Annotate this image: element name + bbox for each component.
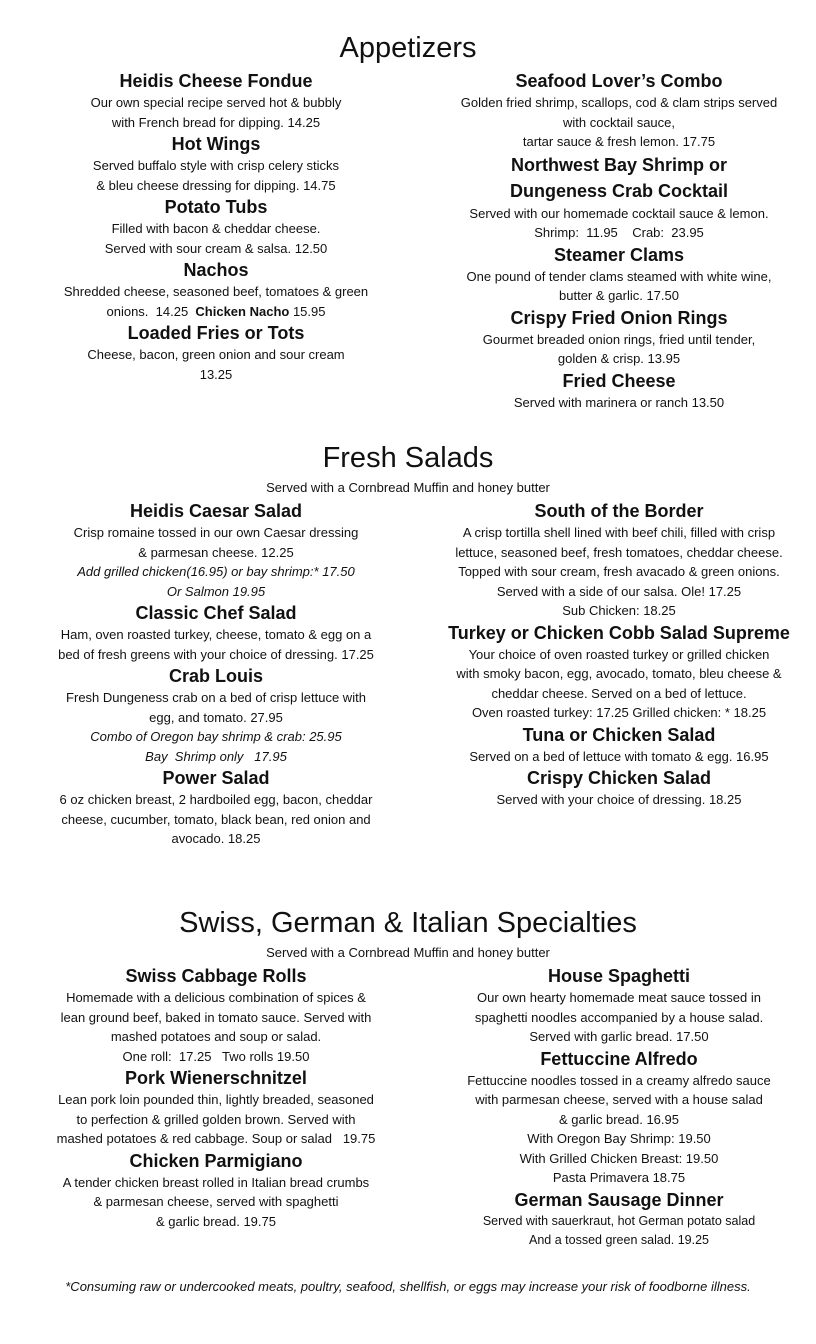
item-desc: Shredded cheese, seasoned beef, tomatoes & green <box>63 284 369 299</box>
item-desc: 6 oz chicken breast, 2 hardboiled egg, bacon, cheddar <box>59 792 373 807</box>
item-desc: Lean pork loin pounded thin, lightly breaded, seasoned <box>58 1092 374 1107</box>
menu-item <box>422 152 816 243</box>
item-desc: Served on a bed of lettuce with tomato & egg. 16.95 <box>469 748 769 764</box>
item-desc: Our own hearty homemade meat sauce tossed in <box>477 990 761 1005</box>
menu-item <box>30 1066 402 1149</box>
item-desc: Oven roasted turkey: 17.25 Grilled chicken: * 18.25 <box>471 705 767 720</box>
item-desc: butter & garlic. 17.50 <box>559 288 679 303</box>
item-desc: & parmesan cheese. 12.25 <box>138 544 294 560</box>
menu-item <box>30 601 402 664</box>
item-name-line2: Dungeness Crab Cocktail <box>509 180 729 201</box>
item-desc: avocado. 18.25 <box>171 831 261 846</box>
appetizers-left-column <box>30 69 402 384</box>
item-desc: Gourmet breaded onion rings, fried until tender, <box>482 331 756 347</box>
item-desc: Served with garlic bread. 17.50 <box>529 1029 709 1044</box>
item-desc: tartar sauce & fresh lemon. 17.75 <box>522 134 716 149</box>
item-desc: With Grilled Chicken Breast: 19.50 <box>519 1150 719 1166</box>
item-addon-text: Bay Shrimp only 17.95 <box>145 748 287 764</box>
item-desc: Pasta Primavera 18.75 <box>552 1170 686 1185</box>
appetizers-title: Appetizers <box>339 32 477 64</box>
menu-item <box>30 132 402 195</box>
item-name: Crab Louis <box>168 666 263 686</box>
item-desc: A crisp tortilla shell lined with beef chili, filled with crisp <box>462 525 776 540</box>
item-name: Northwest Bay Shrimp or <box>510 154 728 175</box>
item-desc: One pound of tender clams steamed with white wine, <box>466 268 772 284</box>
item-name: Heidis Caesar Salad <box>129 501 303 521</box>
item-desc: Filled with bacon & cheddar cheese. <box>111 221 321 236</box>
item-desc: Our own special recipe served hot & bubbly <box>90 95 342 110</box>
item-desc: Golden fried shrimp, scallops, cod & clam strips served <box>460 95 778 110</box>
item-name: Swiss Cabbage Rolls <box>125 966 307 986</box>
menu-item <box>30 664 402 766</box>
menu-item <box>422 1188 816 1250</box>
item-addon-text: Or Salmon 19.95 <box>166 583 266 599</box>
item-desc: A tender chicken breast rolled in Italian bread crumbs <box>62 1174 370 1190</box>
item-desc: mashed potatoes & red cabbage. Soup or salad 19.75 <box>56 1131 376 1146</box>
item-name: Potato Tubs <box>164 197 268 217</box>
menu-item <box>422 306 816 369</box>
item-name: Hot Wings <box>171 134 261 154</box>
specialties-subtitle: Served with a Cornbread Muffin and honey butter <box>266 945 550 960</box>
item-desc: Served with your choice of dressing. 18.25 <box>496 792 742 807</box>
item-desc: Cheese, bacon, green onion and sour cream <box>87 347 345 362</box>
item-desc: cheddar cheese. Served on a bed of lettuce. <box>491 685 747 701</box>
item-name: Crispy Chicken Salad <box>526 768 712 788</box>
item-desc: Served buffalo style with crisp celery sticks <box>92 158 340 173</box>
item-addon <box>30 727 402 747</box>
salads-left-column <box>30 499 402 849</box>
item-desc: lettuce, seasoned beef, fresh tomatoes, cheddar cheese. <box>455 544 783 560</box>
salads-right-column <box>422 499 816 810</box>
menu-item <box>30 499 402 601</box>
item-name: Power Salad <box>162 768 270 788</box>
menu-item <box>422 499 816 621</box>
item-desc: Served with our homemade cocktail sauce & lemon. <box>469 205 769 221</box>
item-name: Tuna or Chicken Salad <box>522 724 716 745</box>
item-desc: Topped with sour cream, fresh avacado & green onions. <box>458 564 780 579</box>
item-desc: And a tossed green salad. 19.25 <box>529 1232 709 1247</box>
item-desc: Fresh Dungeness crab on a bed of crisp lettuce with <box>66 690 366 705</box>
item-desc: with parmesan cheese, served with a house salad <box>475 1092 763 1107</box>
item-name: Nachos <box>183 260 249 280</box>
item-desc: Fettuccine noodles tossed in a creamy alfredo sauce <box>467 1072 771 1088</box>
item-desc: mashed potatoes and soup or salad. <box>110 1029 322 1044</box>
item-name: South of the Border <box>534 501 704 521</box>
item-desc: Homemade with a delicious combination of spices & <box>66 990 366 1005</box>
menu-item <box>30 964 402 1066</box>
item-name: Turkey or Chicken Cobb Salad Supreme <box>448 622 790 643</box>
menu-item <box>422 243 816 306</box>
menu-item <box>30 1149 402 1232</box>
item-desc: Served with sour cream & salsa. 12.50 <box>104 240 328 256</box>
item-variant-price: 15.95 <box>289 303 326 319</box>
menu-item <box>422 723 816 767</box>
salads-subtitle: Served with a Cornbread Muffin and honey butter <box>266 480 550 495</box>
item-desc: Crisp romaine tossed in our own Caesar dressing <box>73 525 359 540</box>
item-desc: Sub Chicken: 18.25 <box>562 603 676 618</box>
specialties-title: Swiss, German & Italian Specialties <box>179 907 637 939</box>
menu-item <box>422 964 816 1047</box>
item-desc: Shrimp: 11.95 Crab: 23.95 <box>534 225 704 240</box>
appetizers-right-column <box>422 69 816 412</box>
item-addon <box>30 562 402 582</box>
menu-item <box>422 1047 816 1188</box>
item-price-text: onions. 14.25 <box>106 303 196 319</box>
item-desc: with cocktail sauce, <box>563 114 675 130</box>
item-desc: 13.25 <box>199 366 233 382</box>
specialties-left-column <box>30 964 402 1231</box>
item-desc: Ham, oven roasted turkey, cheese, tomato & egg on a <box>60 627 372 642</box>
item-name: Crispy Fried Onion Rings <box>510 307 728 328</box>
item-addon <box>30 747 402 767</box>
menu-item <box>30 258 402 321</box>
menu-item <box>30 321 402 384</box>
item-desc: to perfection & grilled golden brown. Served with <box>76 1111 356 1127</box>
item-name: Loaded Fries or Tots <box>127 323 305 343</box>
item-desc <box>30 302 402 322</box>
item-desc: & parmesan cheese, served with spaghetti <box>93 1194 339 1209</box>
item-desc: & bleu cheese dressing for dipping. 14.75 <box>96 177 336 193</box>
item-name: German Sausage Dinner <box>514 1189 724 1210</box>
item-addon <box>30 582 402 602</box>
item-desc: lean ground beef, baked in tomato sauce. Served with <box>60 1009 372 1025</box>
item-addon-text: Add grilled chicken(16.95) or bay shrimp:* 17.50 <box>77 564 355 579</box>
item-desc: spaghetti noodles accompanied by a house salad. <box>474 1009 764 1025</box>
item-name: Seafood Lover’s Combo <box>515 71 723 91</box>
item-desc: Served with marinera or ranch 13.50 <box>513 394 725 410</box>
item-name: Heidis Cheese Fondue <box>119 71 313 91</box>
item-name: Steamer Clams <box>553 244 685 265</box>
menu-item <box>422 369 816 413</box>
item-variant-name: Chicken Nacho <box>195 303 290 319</box>
item-desc: with smoky bacon, egg, avocado, tomato, bleu cheese & <box>456 666 782 681</box>
item-desc: with French bread for dipping. 14.25 <box>111 114 321 130</box>
salads-title: Fresh Salads <box>322 442 494 474</box>
item-desc: Your choice of oven roasted turkey or grilled chicken <box>468 646 770 662</box>
specialties-right-column <box>422 964 816 1250</box>
item-desc: egg, and tomato. 27.95 <box>149 709 283 725</box>
menu-item <box>30 69 402 132</box>
item-desc: golden & crisp. 13.95 <box>557 351 681 366</box>
menu-item <box>422 766 816 810</box>
item-desc: cheese, cucumber, tomato, black bean, red onion and <box>61 811 371 827</box>
menu-item <box>422 621 816 723</box>
item-desc: bed of fresh greens with your choice of dressing. 17.25 <box>58 646 374 662</box>
menu-item <box>30 766 402 849</box>
menu-item <box>30 195 402 258</box>
item-desc: With Oregon Bay Shrimp: 19.50 <box>527 1131 711 1146</box>
item-addon-text: Combo of Oregon bay shrimp & crab: 25.95 <box>90 729 342 744</box>
item-desc: One roll: 17.25 Two rolls 19.50 <box>122 1048 310 1064</box>
item-desc: Served with a side of our salsa. Ole! 17.25 <box>496 583 742 599</box>
item-desc: & garlic bread. 19.75 <box>156 1213 276 1229</box>
item-desc: & garlic bread. 16.95 <box>559 1111 679 1127</box>
item-name: House Spaghetti <box>547 966 690 986</box>
item-name: Fettuccine Alfredo <box>540 1048 698 1069</box>
item-name: Fried Cheese <box>562 370 676 391</box>
menu-item <box>422 69 816 152</box>
item-desc: Served with sauerkraut, hot German potato salad <box>482 1213 756 1228</box>
item-name: Classic Chef Salad <box>135 603 297 623</box>
item-name: Chicken Parmigiano <box>129 1150 303 1171</box>
item-name: Pork Wienerschnitzel <box>125 1068 307 1088</box>
health-disclaimer: *Consuming raw or undercooked meats, poultry, seafood, shellfish, or eggs may increase your risk of foodborne illness. <box>65 1279 751 1294</box>
